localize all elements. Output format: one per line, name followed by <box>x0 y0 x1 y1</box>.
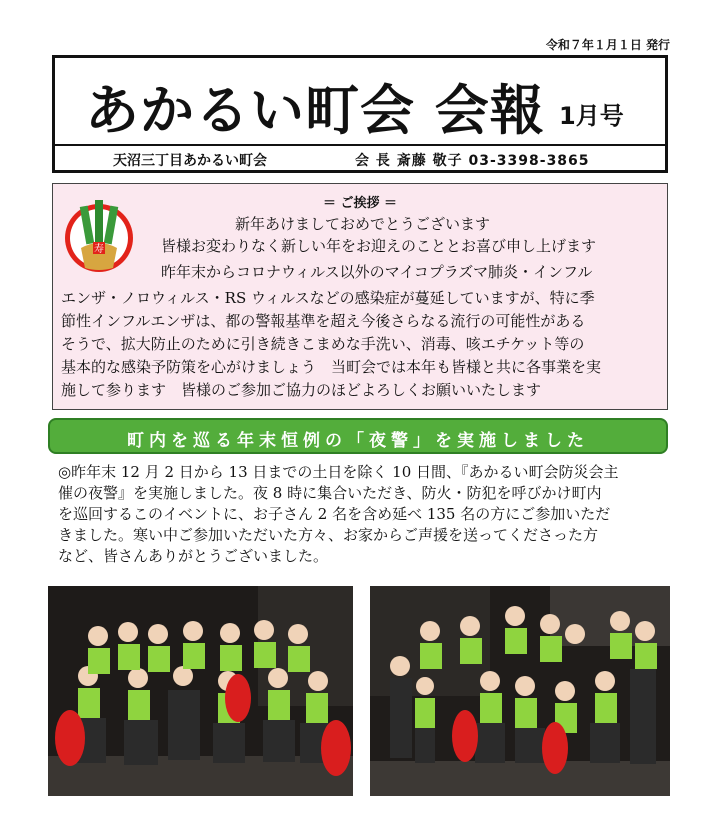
greeting-line: 施して参ります 皆様のご参加ご協力のほどよろしくお願いいたします <box>61 381 542 399</box>
article-line: ◎昨年末 12 月 2 日から 13 日までの土日を除く 10 日間、『あかるい町会防災会主 <box>58 463 619 481</box>
masthead <box>52 55 668 173</box>
issue-date: 令和７年１月１日 発行 <box>545 38 670 52</box>
greeting-line: 基本的な感染予防策を心がけましょう 当町会では本年も皆様と共に各事業を実 <box>61 358 602 376</box>
greeting-line: 昨年末からコロナウィルス以外のマイコプラズマ肺炎・インフル <box>161 263 593 281</box>
group-photo-right <box>370 586 670 796</box>
article-line: を巡回するこのイベントに、お子さん 2 名を含め延べ 135 名の方にご参加いただ <box>58 505 611 523</box>
group-photo-left <box>48 586 353 796</box>
greeting-line: 皆様お変わりなく新しい年をお迎えのこととお喜び申し上げます <box>161 237 597 255</box>
greeting-line: エンザ・ノロウィルス・RS ウィルスなどの感染症が蔓延していますが、特に季 <box>61 289 595 307</box>
article-banner <box>48 418 668 454</box>
newsletter-title: あかるい町会 会報 <box>85 79 545 142</box>
kadomatsu-icon <box>63 198 135 274</box>
greeting-line: そうで、拡大防止のために引き続きこまめな手洗い、消毒、咳エチケット等の <box>61 335 585 353</box>
masthead-divider <box>55 144 665 146</box>
association-name: 天沼三丁目あかるい町会 <box>113 153 267 169</box>
article-line: 催の夜警』を実施しました。夜 8 時に集合いただき、防火・防犯を呼びかけ町内 <box>58 484 602 502</box>
greeting-heading: ＝ ご挨拶 ＝ <box>322 196 398 211</box>
kotobuki-emblem: 寿 <box>94 244 104 255</box>
greeting-line: 新年あけましておめでとうございます <box>235 215 491 233</box>
article-line: など、皆さんありがとうございました。 <box>58 547 329 565</box>
greeting-box <box>52 183 668 410</box>
article-line: きました。寒い中ご参加いただいた方々、お家からご声援を送ってくださった方 <box>58 526 599 544</box>
president-contact: 会 長 斎藤 敬子 03-3398-3865 <box>355 153 590 169</box>
article-headline: 町内を巡る年末恒例の「夜警」を実施しました <box>127 431 589 451</box>
issue-month: 1月号 <box>559 102 624 130</box>
article-body <box>58 462 668 567</box>
greeting-line: 節性インフルエンザは、都の警報基準を超え今後さらなる流行の可能性がある <box>61 312 586 330</box>
